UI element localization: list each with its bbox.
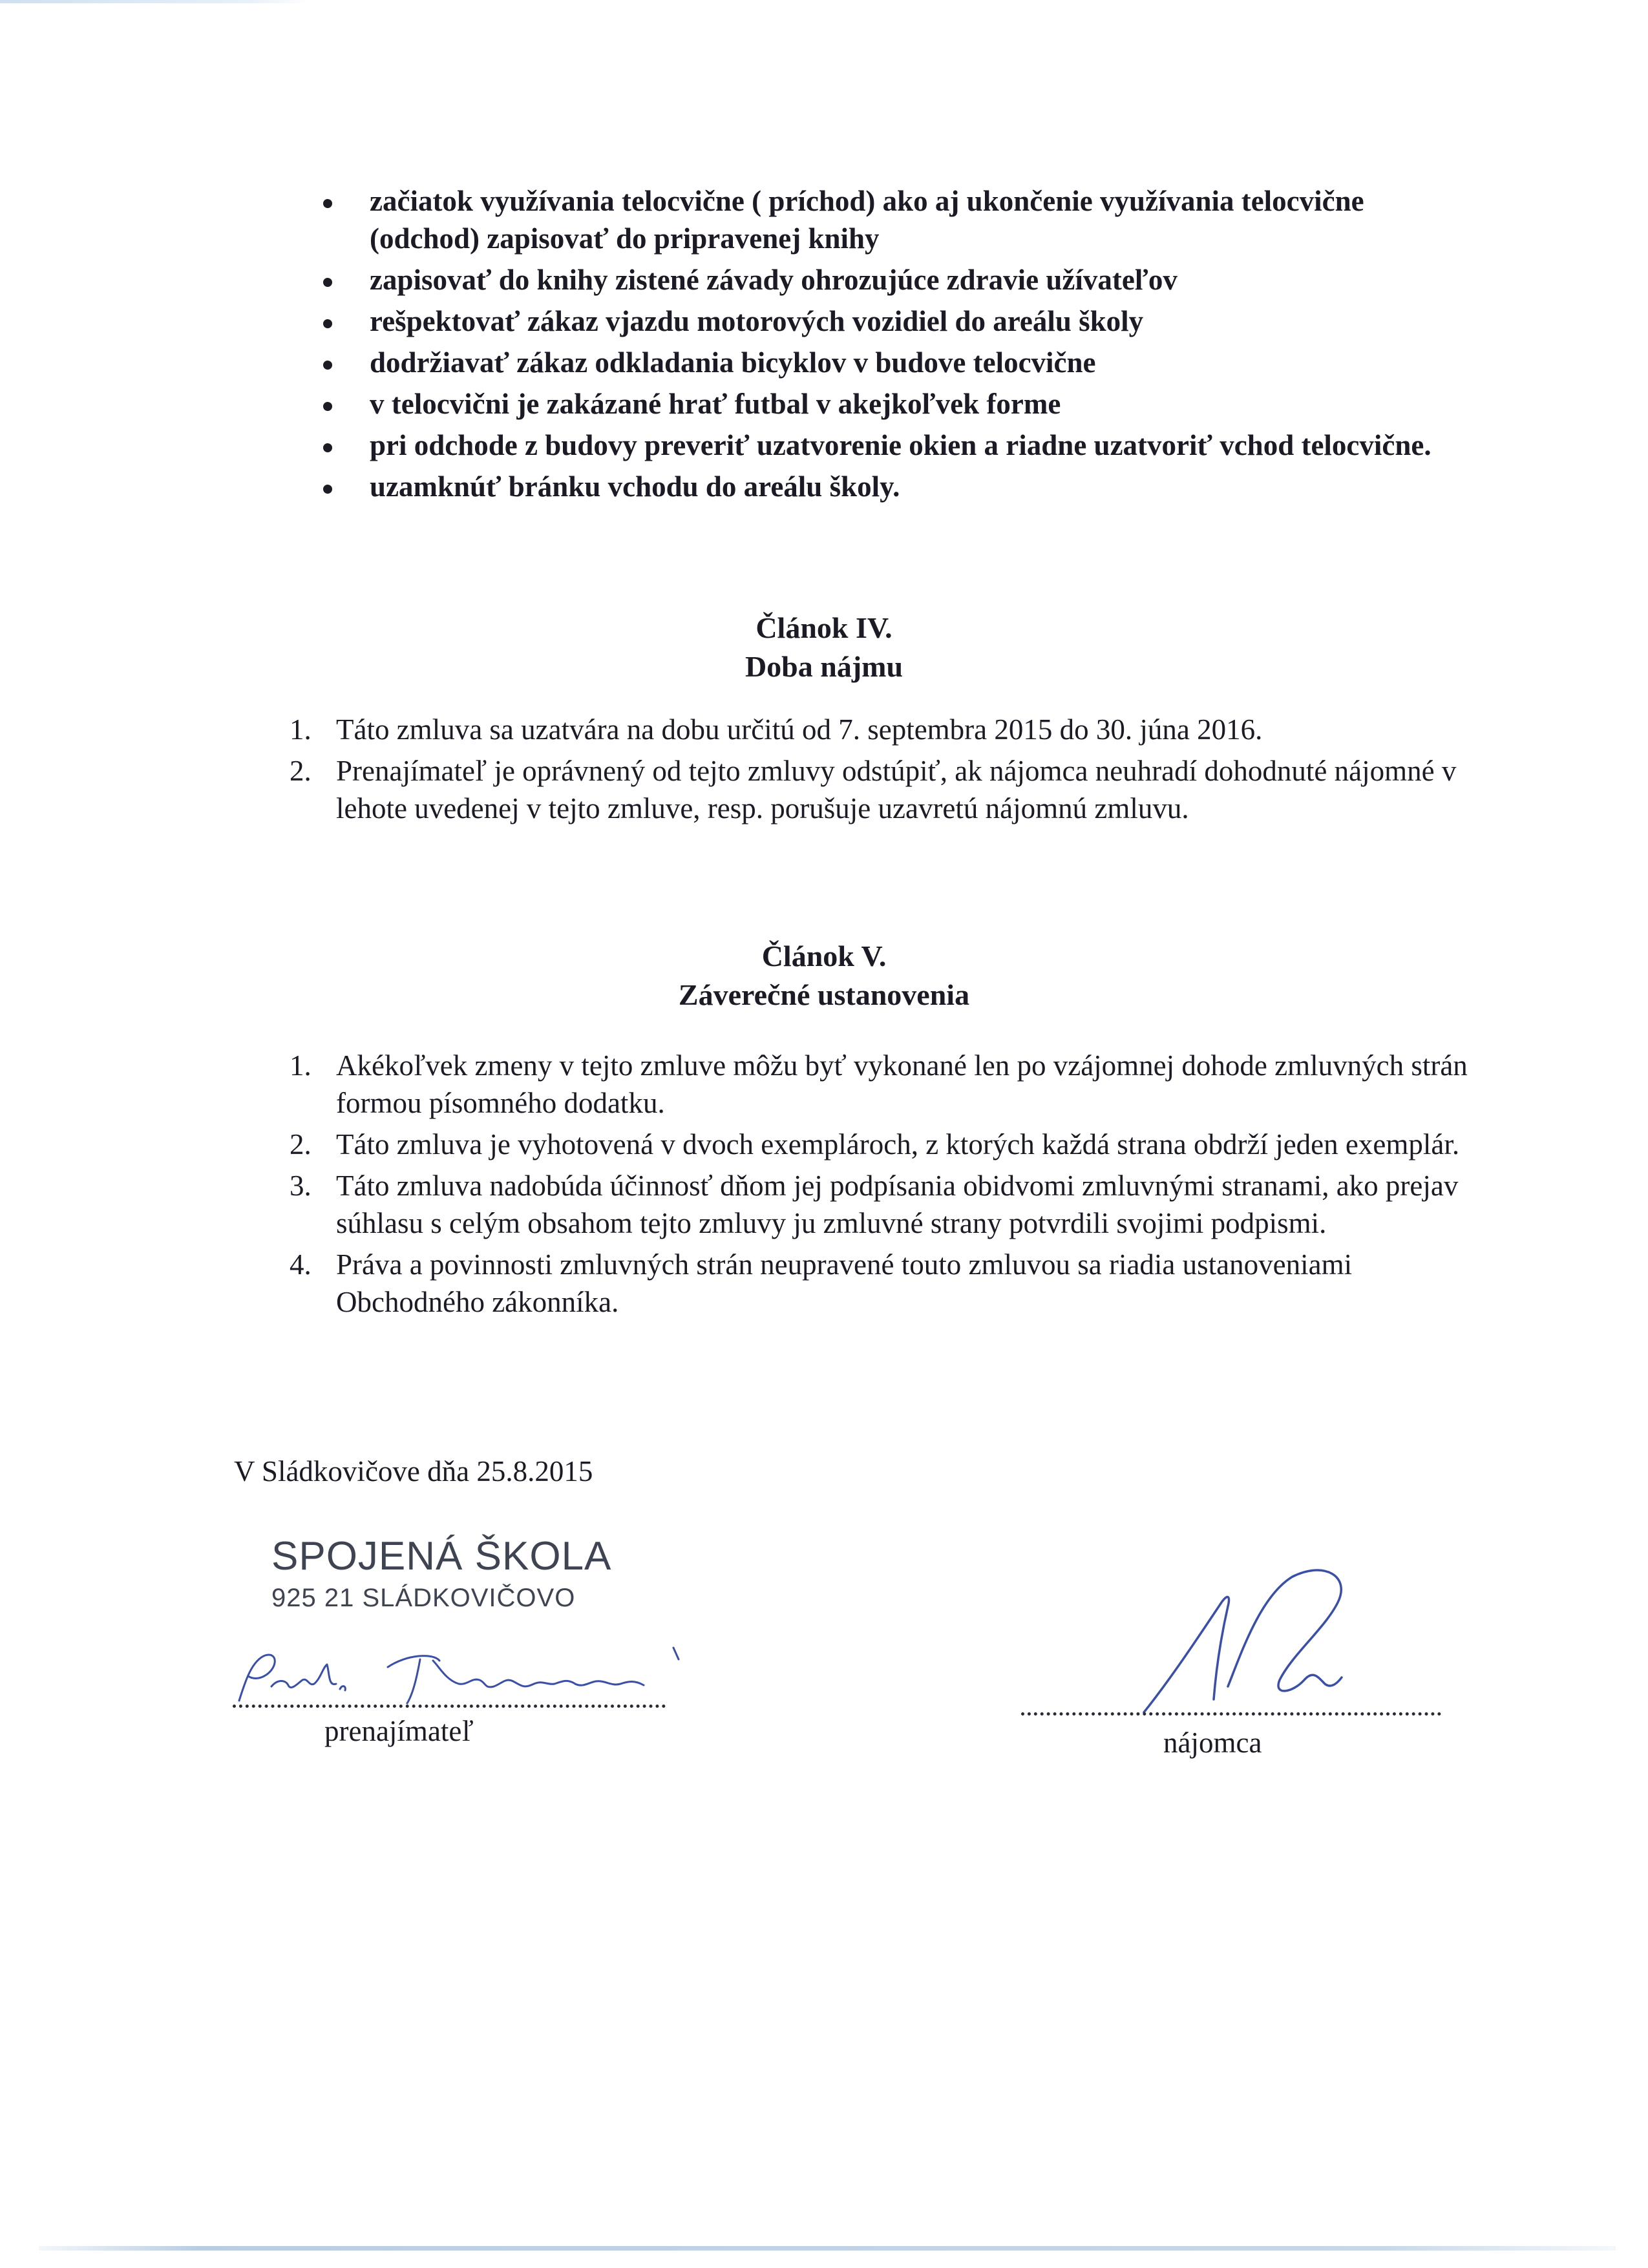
landlord-signature-line xyxy=(233,1705,666,1708)
landlord-signature xyxy=(226,1641,717,1712)
bullet-item: dodržiavať zákaz odkladania bicyklov v budove telocvične xyxy=(317,344,1454,381)
list-item: 2. Prenajímateľ je oprávnený od tejto zmluvy odstúpiť, ak nájomca neuhradí dohodnuté nájomné v lehote uvedenej v tejto zmluve, resp. porušuje uzavretú nájomnú zmluvu. xyxy=(278,752,1493,827)
list-number: 2. xyxy=(290,755,312,787)
list-item: 2. Táto zmluva je vyhotovená v dvoch exemplároch, z ktorých každá strana obdrží jeden exemplár. xyxy=(278,1126,1493,1163)
list-item: 4. Práva a povinnosti zmluvných strán neupravené touto zmluvou sa riadia ustanoveniami Obchodného zákonníka. xyxy=(278,1246,1493,1321)
stamp-school-name: SPOJENÁ ŠKOLA xyxy=(271,1534,612,1579)
bullet-item: začiatok využívania telocvične ( príchod) ako aj ukončenie využívania telocvične (odchod) zapisovať do pripravenej knihy xyxy=(317,182,1454,257)
tenant-signature xyxy=(1131,1557,1389,1725)
bullet-item: rešpektovať zákaz vjazdu motorových vozidiel do areálu školy xyxy=(317,302,1454,340)
bullet-dot-icon xyxy=(323,402,332,411)
article-4-subheading: Doba nájmu xyxy=(745,650,903,683)
scan-edge-bottom xyxy=(39,2246,1616,2251)
stamp-address: 925 21 SLÁDKOVIČOVO xyxy=(271,1584,576,1612)
bullet-dot-icon xyxy=(323,319,332,328)
bullet-item: zapisovať do knihy zistené závady ohrozujúce zdravie užívateľov xyxy=(317,261,1454,299)
article-5-heading: Článok V. xyxy=(761,940,887,972)
rules-bullet-list xyxy=(317,182,1454,509)
bullet-item: v telocvični je zakázané hrať futbal v akejkoľvek forme xyxy=(317,385,1454,423)
list-number: 1. xyxy=(290,1049,312,1082)
list-item: 3. Táto zmluva nadobúda účinnosť dňom jej podpísania obidvomi zmluvnými stranami, ako prejav súhlasu s celým obsahom tejto zmluvy ju zmluvné strany potvrdili svojimi podpismi. xyxy=(278,1167,1493,1242)
landlord-label: prenajímateľ xyxy=(324,1715,474,1747)
tenant-signature-line xyxy=(1021,1712,1441,1716)
article-4-list xyxy=(278,711,1493,831)
place-and-date: V Sládkovičove dňa 25.8.2015 xyxy=(234,1455,593,1487)
list-number: 2. xyxy=(290,1128,312,1160)
bullet-dot-icon xyxy=(323,361,332,370)
list-number: 4. xyxy=(290,1248,312,1281)
scan-edge-top xyxy=(0,0,310,3)
list-number: 3. xyxy=(290,1170,312,1202)
bullet-dot-icon xyxy=(323,278,332,287)
list-number: 1. xyxy=(290,713,312,746)
bullet-item: pri odchode z budovy preveriť uzatvorenie okien a riadne uzatvoriť vchod telocvične. xyxy=(317,426,1454,464)
school-stamp xyxy=(271,1533,611,1615)
article-5-list xyxy=(278,1047,1493,1325)
list-item: 1. Akékoľvek zmeny v tejto zmluve môžu byť vykonané len po vzájomnej dohode zmluvných strán formou písomného dodatku. xyxy=(278,1047,1493,1122)
article-5-subheading: Záverečné ustanovenia xyxy=(678,978,970,1011)
tenant-label: nájomca xyxy=(1163,1727,1262,1759)
list-item: 1. Táto zmluva sa uzatvára na dobu určitú od 7. septembra 2015 do 30. júna 2016. xyxy=(278,711,1493,748)
article-4-heading: Článok IV. xyxy=(755,611,893,644)
bullet-item: uzamknúť bránku vchodu do areálu školy. xyxy=(317,468,1454,505)
bullet-dot-icon xyxy=(323,485,332,494)
bullet-dot-icon xyxy=(323,443,332,452)
bullet-dot-icon xyxy=(323,199,332,208)
